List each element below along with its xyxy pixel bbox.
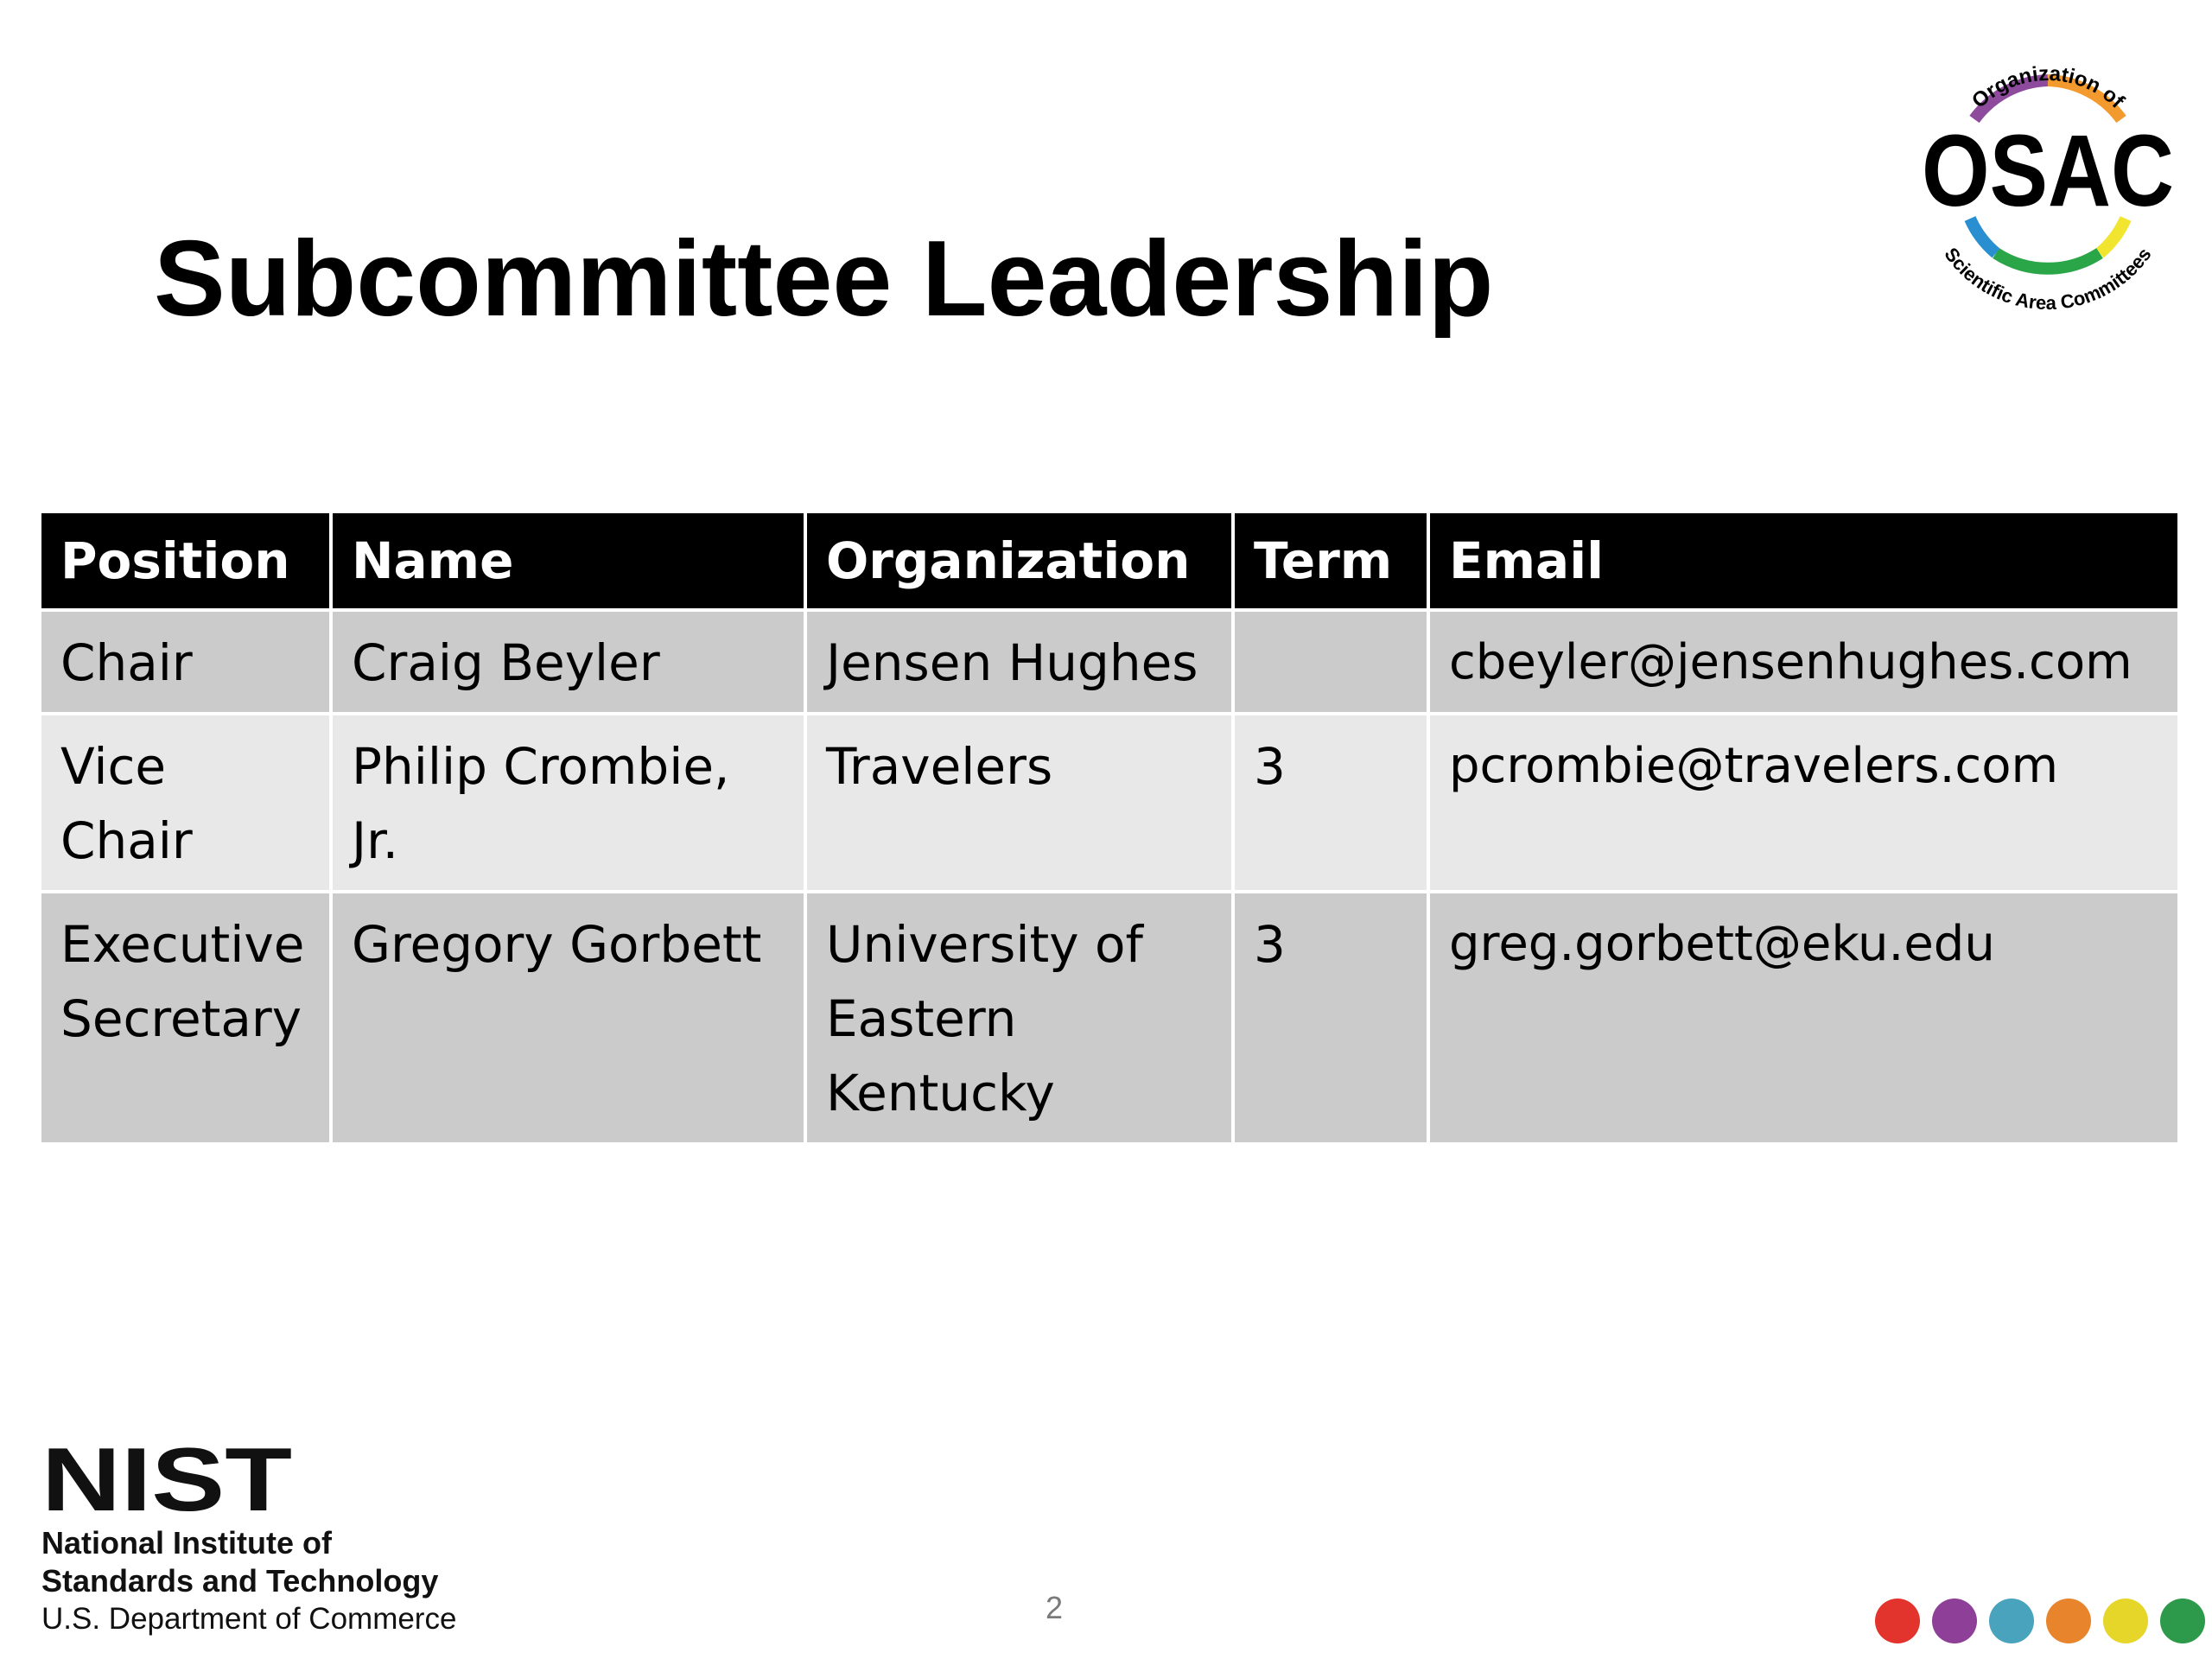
nist-line-3: U.S. Department of Commerce — [41, 1602, 457, 1636]
color-dot — [1932, 1599, 1977, 1643]
cell-email: cbeyler@jensenhughes.com — [1428, 610, 2179, 714]
nist-wordmark: NIST — [41, 1441, 292, 1516]
cell-organization: Jensen Hughes — [805, 610, 1233, 714]
osac-ring-segment — [1996, 253, 2100, 269]
cell-position: Vice Chair — [40, 714, 331, 892]
table-header-row — [40, 512, 2179, 610]
cell-term — [1233, 610, 1428, 714]
cell-position: Chair — [40, 610, 331, 714]
page-number: 2 — [1045, 1590, 1064, 1625]
table-row — [40, 714, 2179, 892]
cell-organization: University of Eastern Kentucky — [805, 892, 1233, 1144]
cell-position: Executive Secretary — [40, 892, 331, 1144]
header-position: Position — [40, 512, 331, 610]
cell-email: greg.gorbett@eku.edu — [1428, 892, 2179, 1144]
cell-name: Philip Crombie, Jr. — [331, 714, 805, 892]
cell-name: Craig Beyler — [331, 610, 805, 714]
nist-logo — [41, 1441, 294, 1516]
header-organization: Organization — [805, 512, 1233, 610]
slide-title: Subcommittee Leadership — [154, 219, 1494, 339]
cell-name: Gregory Gorbett — [331, 892, 805, 1144]
osac-top-arc-text: Organization of — [1967, 61, 2129, 113]
color-dot — [1989, 1599, 2034, 1643]
leadership-table — [38, 510, 2181, 1146]
cell-term: 3 — [1233, 714, 1428, 892]
color-dots — [1875, 1599, 2203, 1645]
osac-acronym: OSAC — [1922, 114, 2174, 228]
color-dot — [1875, 1599, 1920, 1643]
header-name: Name — [331, 512, 805, 610]
header-term: Term — [1233, 512, 1428, 610]
nist-line-1: National Institute of — [41, 1525, 332, 1560]
cell-term: 3 — [1233, 892, 1428, 1144]
osac-logo — [1905, 33, 2190, 318]
table-row — [40, 610, 2179, 714]
nist-line-2: Standards and Technology — [41, 1563, 439, 1599]
color-dot — [2103, 1599, 2148, 1643]
cell-email: pcrombie@travelers.com — [1428, 714, 2179, 892]
nist-logo-block — [41, 1441, 525, 1649]
header-email: Email — [1428, 512, 2179, 610]
osac-bottom-arc-text: Scientific Area Committees — [1940, 243, 2156, 315]
cell-organization: Travelers — [805, 714, 1233, 892]
color-dot — [2160, 1599, 2205, 1643]
table-row — [40, 892, 2179, 1144]
color-dot — [2046, 1599, 2091, 1643]
